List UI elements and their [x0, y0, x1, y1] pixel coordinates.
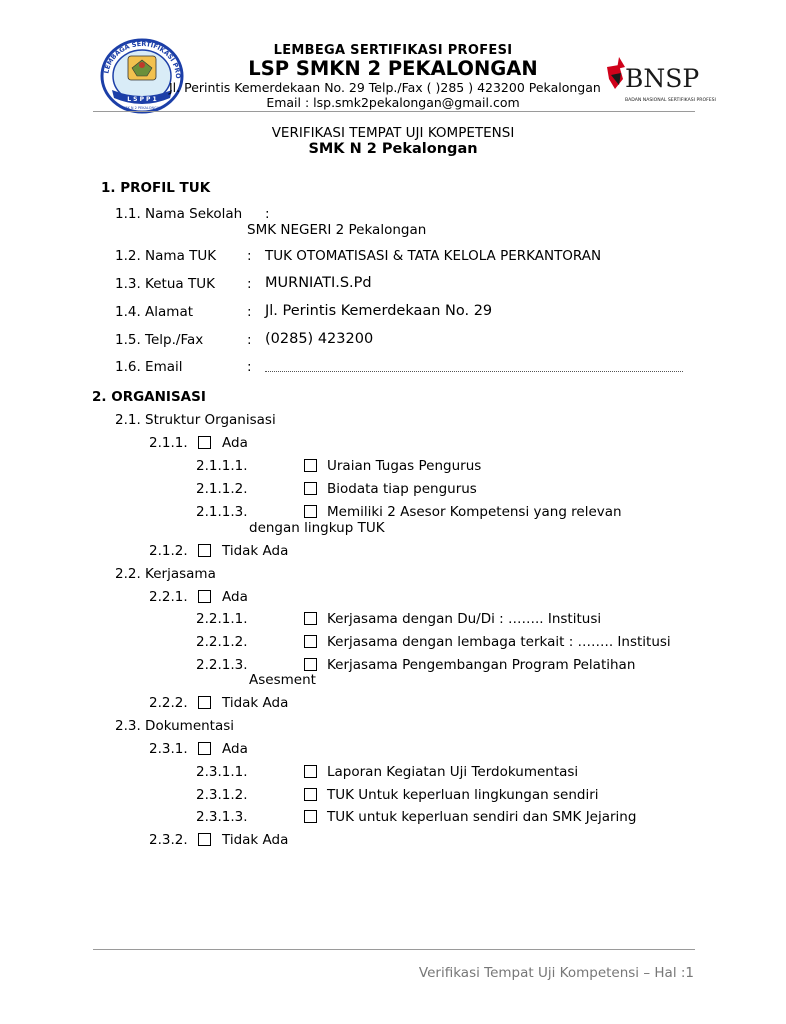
logo-bottom-text: SMK N 2 PEKALONGAN	[122, 106, 162, 110]
profil-colon-nama-sekolah: :	[265, 206, 270, 222]
kerjasama-item-num: 2.2.1.2.	[196, 634, 248, 650]
struktur-item-num: 2.1.1.2.	[196, 481, 248, 497]
header-email: Email : lsp.smk2pekalongan@gmail.com	[266, 95, 520, 110]
org-name: LEMBEGA SERTIFIKASI PROFESI	[273, 43, 513, 58]
struktur-item-checkbox[interactable]	[304, 505, 317, 518]
logo-banner-text: L S P P 1	[127, 96, 157, 103]
kerjasama-ada-label: Ada	[222, 589, 248, 605]
footer-text: Verifikasi Tempat Uji Kompetensi – Hal :1	[418, 965, 694, 981]
dokumentasi-item-text: TUK untuk keperluan sendiri dan SMK Jejaring	[327, 809, 637, 825]
kerjasama-item-text: Kerjasama dengan lembaga terkait : …….. Institusi	[327, 634, 671, 650]
kerjasama-ada-num: 2.2.1.	[149, 589, 188, 605]
section1-heading: 1. PROFIL TUK	[101, 180, 211, 196]
kerjasama-item-checkbox[interactable]	[304, 658, 317, 671]
profil-label-telp: 1.5. Telp./Fax	[115, 332, 204, 348]
dokumentasi-item-text: TUK Untuk keperluan lingkungan sendiri	[327, 787, 599, 803]
kerjasama-label: 2.2. Kerjasama	[115, 566, 216, 582]
kerjasama-item-num: 2.2.1.3.	[196, 657, 248, 673]
logo-bnsp	[605, 55, 716, 105]
header-divider	[93, 111, 695, 112]
bnsp-wordmark: BNSP	[625, 64, 700, 93]
profil-colon-email: :	[247, 359, 252, 375]
struktur-organisasi-label: 2.1. Struktur Organisasi	[115, 412, 276, 428]
struktur-tidak-label: Tidak Ada	[222, 543, 289, 559]
struktur-ada-num: 2.1.1.	[149, 435, 188, 451]
dokumentasi-tidak-checkbox[interactable]	[198, 833, 211, 846]
struktur-item-text-continued: dengan lingkup TUK	[249, 520, 385, 536]
profil-value-ketua-tuk: MURNIATI.S.Pd	[265, 275, 372, 291]
dokumentasi-item-num: 2.3.1.2.	[196, 787, 248, 803]
dokumentasi-ada-num: 2.3.1.	[149, 741, 188, 757]
footer-divider	[93, 949, 695, 950]
profil-colon-alamat: :	[247, 304, 252, 320]
dokumentasi-tidak-label: Tidak Ada	[222, 832, 289, 848]
kerjasama-item-num: 2.2.1.1.	[196, 611, 248, 627]
bnsp-subtitle: BADAN NASIONAL SERTIFIKASI PROFESI	[625, 98, 716, 103]
dokumentasi-item-text: Laporan Kegiatan Uji Terdokumentasi	[327, 764, 579, 780]
struktur-item-text: Biodata tiap pengurus	[327, 481, 477, 497]
dokumentasi-item-checkbox[interactable]	[304, 788, 317, 801]
profil-label-ketua-tuk: 1.3. Ketua TUK	[115, 276, 215, 292]
profil-value-nama-tuk: TUK OTOMATISASI & TATA KELOLA PERKANTORAN	[265, 248, 602, 264]
section2-heading: 2. ORGANISASI	[92, 389, 206, 405]
kerjasama-item-text: Kerjasama Pengembangan Program Pelatihan	[327, 657, 636, 673]
dokumentasi-label: 2.3. Dokumentasi	[115, 718, 235, 734]
kerjasama-item-checkbox[interactable]	[304, 635, 317, 648]
dokumentasi-tidak-num: 2.3.2.	[149, 832, 188, 848]
dokumentasi-ada-label: Ada	[222, 741, 248, 757]
document-subtitle: SMK N 2 Pekalongan	[308, 141, 478, 157]
dokumentasi-item-num: 2.3.1.1.	[196, 764, 248, 780]
struktur-item-text: Memiliki 2 Asesor Kompetensi yang relevan	[327, 504, 622, 520]
struktur-ada-checkbox[interactable]	[198, 436, 211, 449]
struktur-item-checkbox[interactable]	[304, 459, 317, 472]
profil-label-nama-sekolah: 1.1. Nama Sekolah	[115, 206, 243, 222]
profil-colon-ketua-tuk: :	[247, 276, 252, 292]
profil-label-email: 1.6. Email	[115, 359, 183, 375]
kerjasama-ada-checkbox[interactable]	[198, 590, 211, 603]
kerjasama-tidak-label: Tidak Ada	[222, 695, 289, 711]
profil-colon-telp: :	[247, 332, 252, 348]
document-title: VERIFIKASI TEMPAT UJI KOMPETENSI	[271, 125, 515, 141]
profil-label-alamat: 1.4. Alamat	[115, 304, 194, 320]
profil-value-telp: (0285) 423200	[265, 331, 374, 347]
dokumentasi-ada-checkbox[interactable]	[198, 742, 211, 755]
header-address: Jl. Perintis Kemerdekaan No. 29 Telp./Fax ( )285 ) 423200 Pekalongan	[169, 80, 601, 95]
kerjasama-item-text-continued: Asesment	[249, 672, 316, 688]
kerjasama-item-checkbox[interactable]	[304, 612, 317, 625]
struktur-ada-label: Ada	[222, 435, 248, 451]
kerjasama-tidak-checkbox[interactable]	[198, 696, 211, 709]
profil-label-nama-tuk: 1.2. Nama TUK	[115, 248, 217, 264]
profil-value-alamat: Jl. Perintis Kemerdekaan No. 29	[265, 303, 493, 319]
logo-ring-text: LEMBAGA SERTIFIKASI PRO	[102, 39, 183, 79]
profil-value-nama-sekolah: SMK NEGERI 2 Pekalongan	[247, 222, 427, 238]
profil-colon-nama-tuk: :	[247, 248, 252, 264]
dokumentasi-item-checkbox[interactable]	[304, 765, 317, 778]
struktur-item-num: 2.1.1.3.	[196, 504, 248, 520]
struktur-tidak-num: 2.1.2.	[149, 543, 188, 559]
dokumentasi-item-checkbox[interactable]	[304, 810, 317, 823]
kerjasama-item-text: Kerjasama dengan Du/Di : …….. Institusi	[327, 611, 602, 627]
kerjasama-tidak-num: 2.2.2.	[149, 695, 188, 711]
struktur-item-checkbox[interactable]	[304, 482, 317, 495]
email-blank-line[interactable]	[265, 371, 683, 372]
struktur-tidak-checkbox[interactable]	[198, 544, 211, 557]
dokumentasi-item-num: 2.3.1.3.	[196, 809, 248, 825]
lsp-name: LSP SMKN 2 PEKALONGAN	[248, 57, 538, 80]
struktur-item-num: 2.1.1.1.	[196, 458, 248, 474]
struktur-item-text: Uraian Tugas Pengurus	[327, 458, 482, 474]
